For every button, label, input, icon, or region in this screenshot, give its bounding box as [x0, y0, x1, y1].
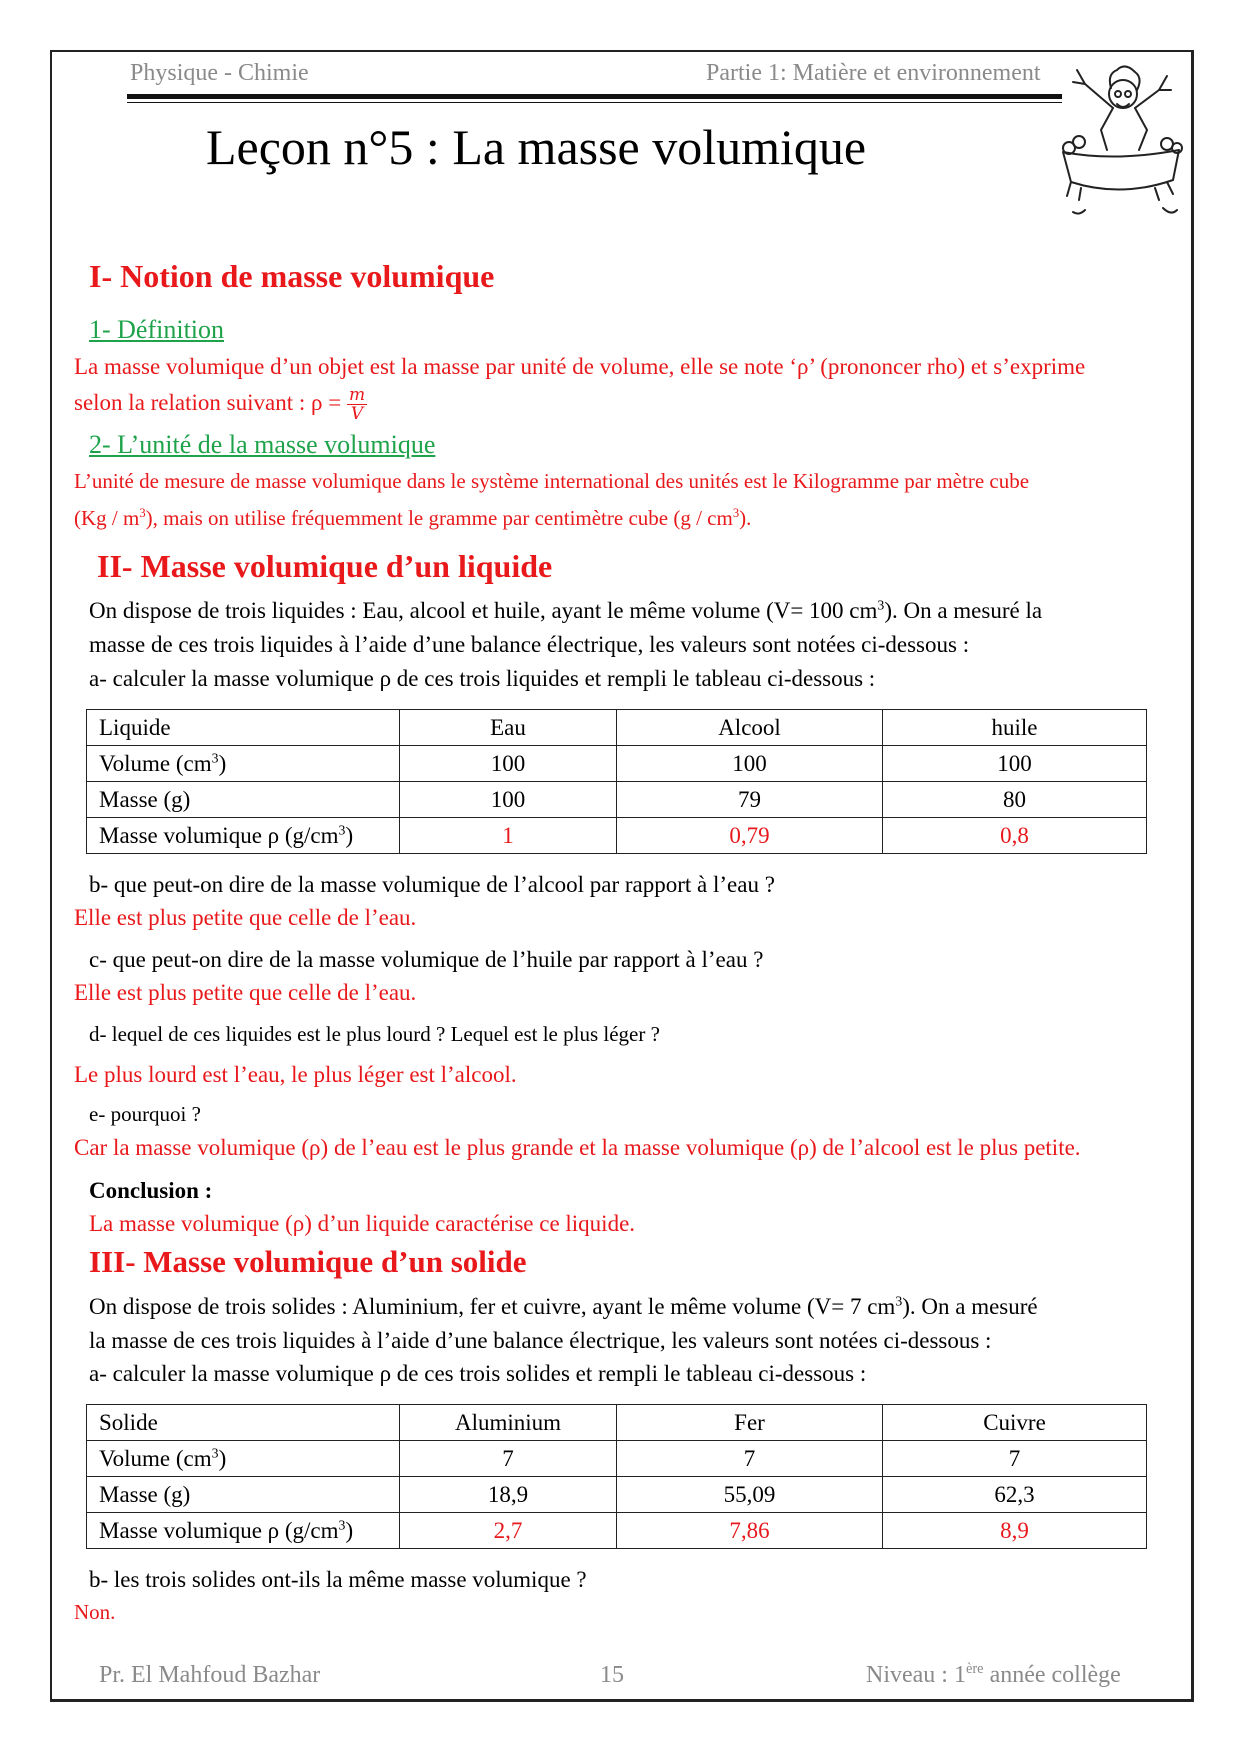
table-answer-cell: 8,9 [883, 1513, 1147, 1549]
liquid-intro-part-a: On dispose de trois liquides : Eau, alcool et huile, ayant le même volume (V= 100 cm [89, 598, 878, 623]
liquid-answer-e: Car la masse volumique (ρ) de l’eau est le plus grande et la masse volumique (ρ) de l’alcool est le plus petite. [74, 1135, 1081, 1160]
solid-intro-part-b: ). On a mesuré [902, 1294, 1038, 1319]
table-row [87, 710, 1147, 746]
table-cell: 100 [883, 746, 1147, 782]
table-cell: 7 [617, 1441, 883, 1477]
rho-label-text: Masse volumique ρ (g/cm [99, 1517, 339, 1543]
level-text-suffix: année collège [983, 1662, 1121, 1688]
conclusion-text: La masse volumique (ρ) d’un liquide caractérise ce liquide. [89, 1211, 636, 1236]
footer-author: Pr. El Mahfoud Bazhar [99, 1662, 321, 1688]
liquid-intro-line2: masse de ces trois liquides à l’aide d’une balance électrique, les valeurs sont notées ci-dessous : [89, 632, 970, 657]
table-answer-cell: 1 [400, 818, 617, 854]
table-cell: 7 [400, 1441, 617, 1477]
liquid-intro-line1 [89, 598, 1042, 624]
table-answer-cell: 0,79 [617, 818, 883, 854]
table-row-label: Masse volumique ρ $(g/cm^3)$ [87, 818, 400, 854]
table-cell: 55,09 [617, 1477, 883, 1513]
table-row [87, 1477, 1147, 1513]
solid-question-a: a- calculer la masse volumique ρ de ces trois solides et rempli le tableau ci-dessous : [89, 1361, 867, 1386]
volume-label-text: Volume (cm [99, 750, 212, 776]
liquid-answer-c: Elle est plus petite que celle de l’eau. [74, 980, 417, 1005]
liquid-question-d: d- lequel de ces liquides est le plus lourd ? Lequel est le plus léger ? [89, 1022, 660, 1046]
rho-formula-fraction [347, 386, 367, 423]
table-answer-cell: 7,86 [617, 1513, 883, 1549]
table-cell: 100 [617, 746, 883, 782]
table-row [87, 746, 1147, 782]
superscript-3: 3 [895, 1293, 903, 1309]
table-row-label: Masse volumique ρ $(g/cm^3)$ [87, 1513, 400, 1549]
table-cell: 18,9 [400, 1477, 617, 1513]
table-row [87, 1441, 1147, 1477]
table-header: Liquide [87, 710, 400, 746]
definition-text-line2 [74, 386, 367, 423]
header-part: Partie 1: Matière et environnement [706, 60, 1041, 86]
footer-level [866, 1662, 1121, 1689]
header-rule [127, 94, 1062, 99]
formula-numerator: m [348, 385, 366, 405]
superscript-3: 3 [732, 506, 740, 520]
liquid-question-b: b- que peut-on dire de la masse volumique de l’alcool par rapport à l’eau ? [89, 872, 775, 897]
table-row-label: Volume $(cm^3)$ [87, 1441, 400, 1477]
liquid-question-a: a- calculer la masse volumique ρ de ces trois liquides et rempli le tableau ci-dessous : [89, 666, 876, 691]
definition-relation-text: selon la relation suivant : ρ = [74, 389, 342, 415]
liquid-answer-b: Elle est plus petite que celle de l’eau. [74, 905, 417, 930]
section-2-heading: II- Masse volumique d’un liquide [97, 548, 553, 584]
formula-denominator: V [350, 404, 364, 424]
unit-text-part-a: (Kg / m [74, 506, 140, 530]
table-header: Solide [87, 1405, 400, 1441]
superscript-3: 3 [877, 597, 885, 613]
header-subject: Physique - Chimie [130, 60, 309, 86]
footer-page-number: 15 [600, 1662, 624, 1688]
solid-answer-b: Non. [74, 1600, 116, 1624]
liquid-answer-d: Le plus lourd est l’eau, le plus léger est l’alcool. [74, 1062, 517, 1087]
unit-text-line1: L’unité de mesure de masse volumique dans le système international des unités est le Kilogramme par mètre cube [74, 469, 1030, 493]
table-cell: 7 [883, 1441, 1147, 1477]
table-header: Alcool [617, 710, 883, 746]
superscript-3: 3 [139, 506, 146, 520]
unit-text-part-c: ). [739, 506, 752, 530]
table-answer-cell: 2,7 [400, 1513, 617, 1549]
table-header: Eau [400, 710, 617, 746]
level-superscript: ère [965, 1661, 984, 1677]
solid-intro-line1 [89, 1294, 1038, 1320]
table-header: Fer [617, 1405, 883, 1441]
table-row-label: Masse (g) [87, 782, 400, 818]
table-row-label: Volume $(cm^3)$ [87, 746, 400, 782]
solid-question-b: b- les trois solides ont-ils la même masse volumique ? [89, 1567, 587, 1592]
unit-text-line2 [74, 506, 751, 531]
rho-label-text: Masse volumique ρ (g/cm [99, 822, 339, 848]
table-cell: 100 [400, 746, 617, 782]
table-row [87, 1405, 1147, 1441]
section-3-heading: III- Masse volumique d’un solide [89, 1244, 527, 1279]
conclusion-label: Conclusion : [89, 1178, 213, 1203]
unit-text-part-b: ), mais on utilise fréquemment le gramme par centimètre cube (g / cm [145, 506, 733, 530]
level-text: Niveau : 1 [866, 1662, 966, 1688]
liquid-question-c: c- que peut-on dire de la masse volumique de l’huile par rapport à l’eau ? [89, 947, 764, 972]
definition-text-line1: La masse volumique d’un objet est la masse par unité de volume, elle se note ‘ρ’ (prononcer rho) et s’exprime [74, 354, 1086, 379]
superscript-3: 3 [338, 1516, 346, 1532]
archimedes-bathtub-illustration [1055, 50, 1187, 220]
table-header: Cuivre [883, 1405, 1147, 1441]
volume-label-text: Volume (cm [99, 1445, 212, 1471]
superscript-3: 3 [211, 1444, 219, 1460]
unit-subheading: 2- L’unité de la masse volumique [89, 430, 436, 459]
superscript-3: 3 [211, 749, 219, 765]
liquid-intro-part-b: ). On a mesuré la [884, 598, 1043, 623]
superscript-3: 3 [338, 821, 346, 837]
table-row-label: Masse (g) [87, 1477, 400, 1513]
table-row [87, 1513, 1147, 1549]
table-header: Aluminium [400, 1405, 617, 1441]
solid-table [86, 1404, 1147, 1549]
table-answer-cell: 0,8 [883, 818, 1147, 854]
solid-intro-part-a: On dispose de trois solides : Aluminium, fer et cuivre, ayant le même volume (V= 7 cm [89, 1294, 896, 1319]
liquid-question-e: e- pourquoi ? [89, 1102, 201, 1126]
table-row [87, 782, 1147, 818]
liquid-table [86, 709, 1147, 854]
definition-subheading: 1- Définition [89, 315, 225, 344]
table-header: huile [883, 710, 1147, 746]
solid-intro-line2: la masse de ces trois liquides à l’aide d’une balance électrique, les valeurs sont notées ci-dessous : [89, 1328, 992, 1353]
table-row [87, 818, 1147, 854]
page-title: Leçon n°5 : La masse volumique [206, 119, 867, 175]
header-rule-thin [127, 102, 1062, 103]
table-cell: 62,3 [883, 1477, 1147, 1513]
section-1-heading: I- Notion de masse volumique [89, 258, 495, 294]
table-cell: 80 [883, 782, 1147, 818]
table-cell: 100 [400, 782, 617, 818]
table-cell: 79 [617, 782, 883, 818]
